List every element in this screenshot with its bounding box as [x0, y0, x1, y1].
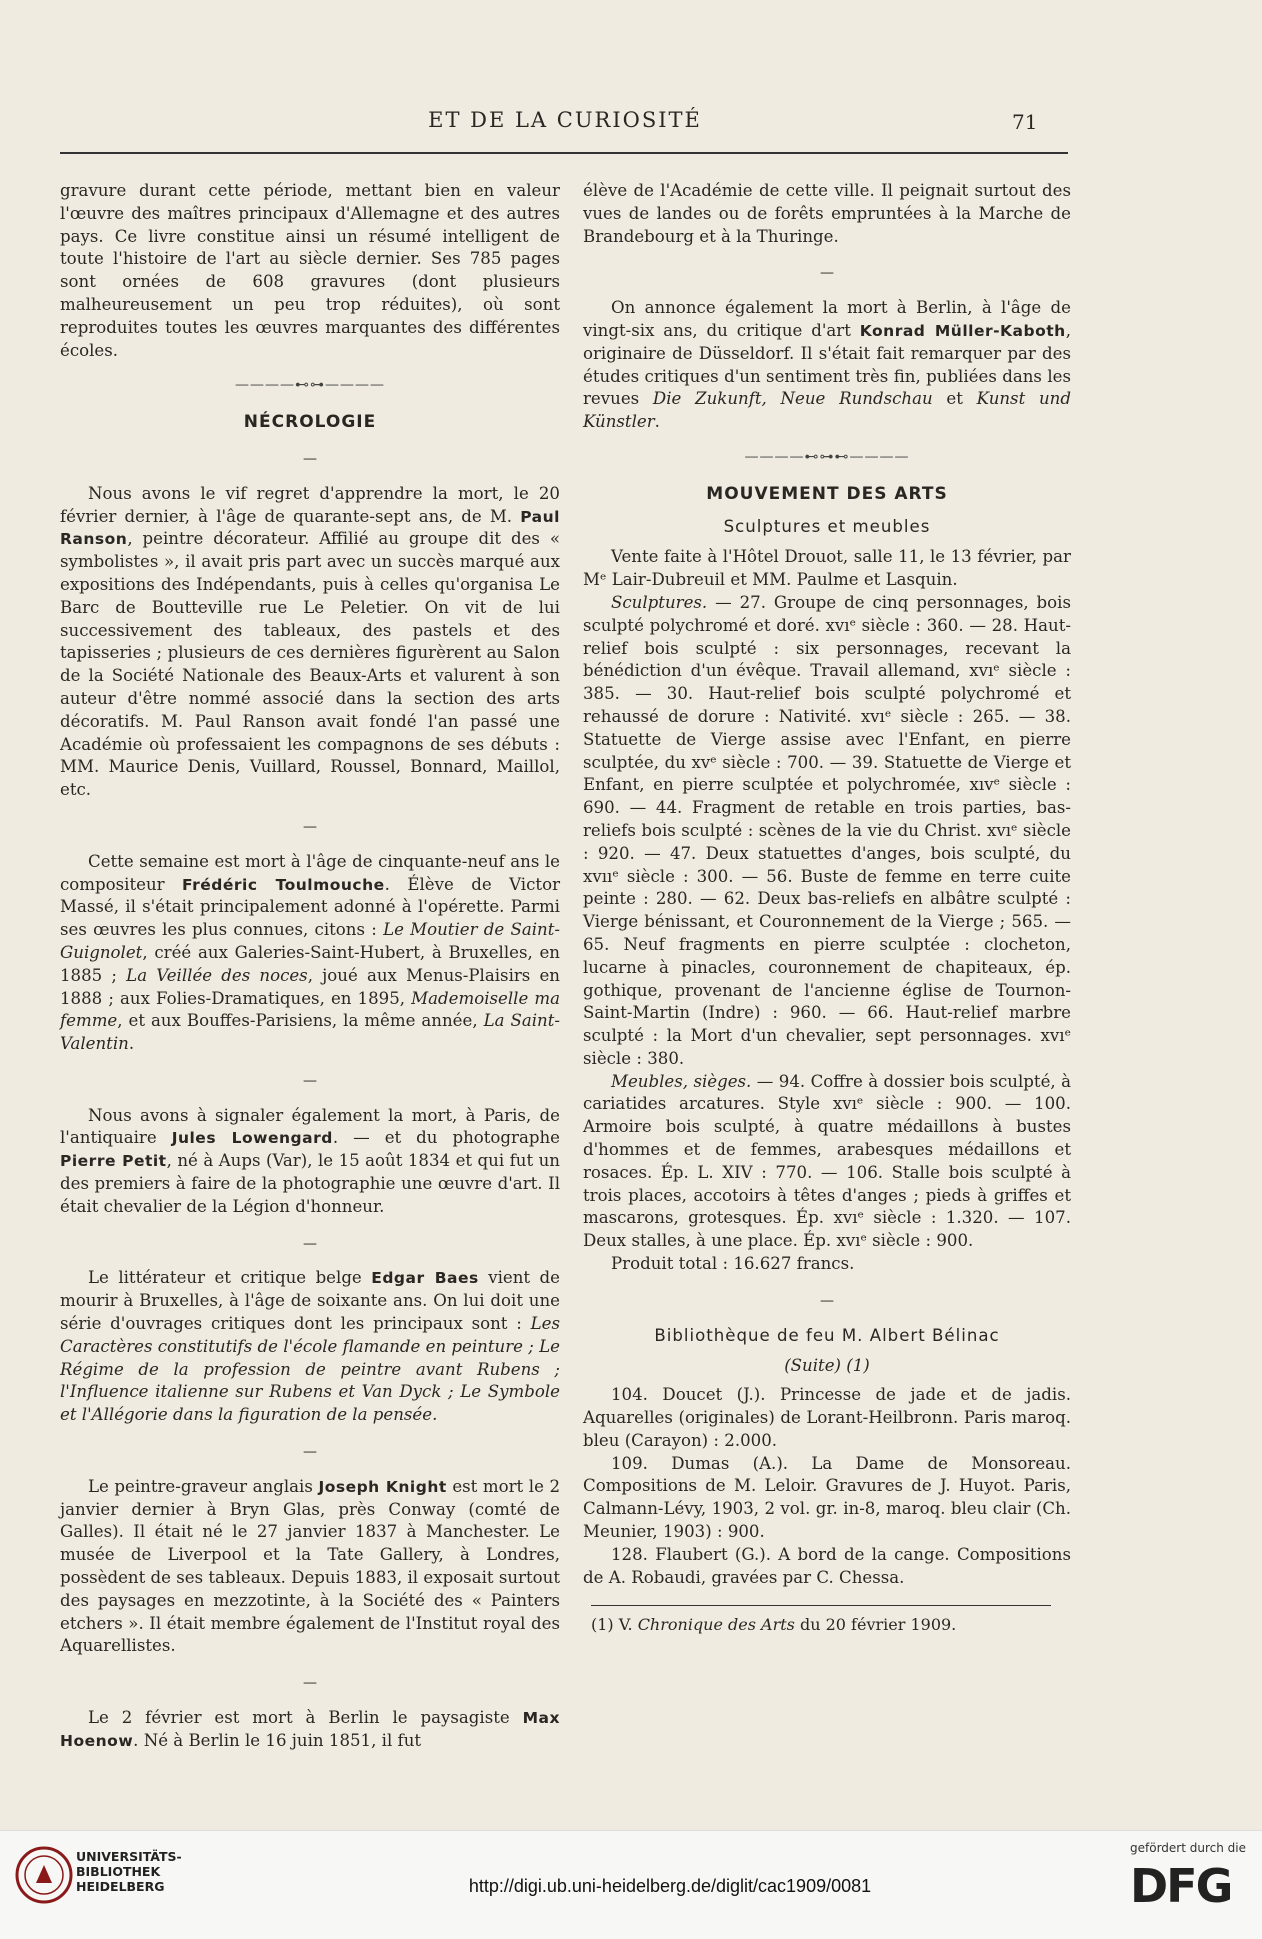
paragraph-toulmouche: Cette semaine est mort à l'âge de cinquante-neuf ans le compositeur Frédéric Toulmouche. Élève de Victor Massé, il s'était principalement adonné à l'opérette. Parmi ses œuvres les plus connues, citons : Le Moutier de Saint-Guignolet, créé aux Galeries-Saint-Hubert, à Bruxelles, en 1885 ; La Veillée des noces, joué aux Menus-Plaisirs en 1888 ; aux Folies-Dramatiques, en 1895, Mademoiselle ma femme, et aux Bouffes-Parisiens, la même année, La Saint-Valentin. [60, 851, 561, 1054]
dash-divider: — [303, 450, 317, 467]
digitization-footer [0, 1830, 1262, 1939]
university-library-name: UNIVERSITÄTS- BIBLIOTHEK HEIDELBERG [76, 1849, 182, 1894]
funded-by-label: gefördert durch die [1130, 1841, 1246, 1855]
source-url-link[interactable]: http://digi.ub.uni-heidelberg.de/diglit/cac1909/0081 [468, 1876, 872, 1896]
paragraph-hoenow-cont: élève de l'Académie de cette ville. Il peignait surtout des vues de landes ou de forêts empruntées à la Marche de Brandebourg et à la Thuringe. [583, 181, 1071, 246]
paragraph-total: Produit total : 16.627 francs. [611, 1254, 855, 1274]
dash-divider: — [303, 1235, 317, 1252]
dash-divider: — [303, 818, 317, 835]
paragraph-kaboth: On annonce également la mort à Berlin, à l'âge de vingt-six ans, du critique d'art Konrad Müller-Kaboth, originaire de Düsseldorf. Il s'était fait remarquer par des études critiques d'un sentiment très fin, publiées dans les revues Die Zukunft, Neue Rundschau et Kunst und Künstler. [583, 298, 1071, 432]
suite-note: (Suite) (1) [784, 1356, 870, 1376]
left-column [60, 180, 560, 1753]
section-title-necrologie: NÉCROLOGIE [243, 412, 377, 433]
dash-divider: — [303, 1444, 317, 1461]
paragraph-knight: Le peintre-graveur anglais Joseph Knight est mort le 2 janvier dernier à Bryn Glas, près Conway (comté de Galles). Il était né le 27 janvier 1837 à Manchester. Le musée de Liverpool et la Tate Gallery, à Londres, possèdent de ses tableaux. Depuis 1883, il exposait surtout des paysages en mezzotinte, à la Société des « Painters etchers ». Il était membre également de l'Institut royal des Aquarellistes. [60, 1476, 560, 1656]
paragraph-gravure: gravure durant cette période, mettant bien en valeur l'œuvre des maîtres principaux d'Allemagne et des autres pays. Ce livre constitue ainsi un résumé intelligent de toute l'histoire de l'art au siècle dernier. Ses 785 pages sont ornées de 608 gravures (dont plusieurs malheureusement un peu trop réduites), où sont reproduites toutes les œuvres marquantes des différentes écoles. [60, 181, 560, 360]
dfg-logo: DFG [1130, 1859, 1232, 1913]
university-seal-icon [14, 1845, 74, 1905]
ornament-divider: ————⊷⊶⊷———— [744, 448, 910, 465]
subsection-title-sculptures: Sculptures et meubles [723, 516, 931, 536]
dash-divider: — [303, 1675, 317, 1692]
paragraph-lowengard: Nous avons à signaler également la mort, à Paris, de l'antiquaire Jules Lowengard. — et du photographe Pierre Petit, né à Aups (Var), le 15 août 1834 et qui fut un des premiers à faire de la photographie une œuvre d'art. Il était chevalier de la Légion d'honneur. [60, 1105, 560, 1216]
footnote-rule [591, 1605, 1051, 1606]
entry-109: 109. Dumas (A.). La Dame de Monsoreau. Compositions de M. Leloir. Gravures de J. Huyot. Paris, Calmann-Lévy, 1903, 2 vol. gr. in-8, maroq. bleu clair (Ch. Meunier, 1903) : 900. [583, 1453, 1071, 1542]
paragraph-ranson: Nous avons le vif regret d'apprendre la mort, le 20 février dernier, à l'âge de quarante-sept ans, de M. Paul Ranson, peintre décorateur. Affilié au groupe dit des « symbolistes », il avait pris part avec un succès marqué aux expositions des Indépendants, puis à celles qu'organisa Le Barc de Boutteville rue Le Peletier. On vit de lui successivement des tableaux, des pastels et des tapisseries ; plusieurs de ces dernières figurèrent au Salon de la Société Nationale des Beaux-Arts et valurent à son auteur d'être nommé associé dans la section des arts décoratifs. M. Paul Ranson avait fondé l'an passé une Académie où professaient les compagnons de ses débuts : MM. Maurice Denis, Vuillard, Roussel, Bonnard, Maillol, etc. [60, 483, 560, 800]
entry-128: 128. Flaubert (G.). A bord de la cange. Compositions de A. Robaudi, gravées par C. Chessa. [583, 1544, 1071, 1587]
dash-divider: — [303, 1072, 317, 1089]
paragraph-sculptures: Sculptures. — 27. Groupe de cinq personnages, bois sculpté polychromé et doré. xvıᵉ siècle : 360. — 28. Haut-relief bois sculpté : six personnages, recevant la bénédiction d'un évêque. Travail allemand, xvıᵉ siècle : 385. — 30. Haut-relief bois sculpté polychromé et rehaussé de dorure : Nativité. xvıᵉ siècle : 265. — 38. Statuette de Vierge assise avec l'Enfant, en pierre sculptée, du xvᵉ siècle : 700. — 39. Statuette de Vierge et Enfant, en pierre sculptée et polychromée, xıvᵉ siècle : 690. — 44. Fragment de retable en trois parties, bas-reliefs bois sculpté : scènes de la vie du Christ. xvıᵉ siècle : 920. — 47. Deux statuettes d'anges, bois sculpté, du xvııᵉ siècle : 300. — 56. Buste de femme en terre cuite peinte : 280. — 62. Deux bas-reliefs en albâtre sculpté : Vierge bénissant, et Couronnement de la Vierge ; 565. — 65. Neuf fragments en pierre sculptée : clocheton, lucarne à pinacles, couronnement de chapiteaux, ép. gothique, provenant de l'ancienne église de Tournon-Saint-Martin (Indre) : 960. — 66. Haut-relief marbre sculpté : la Mort d'un chevalier, sept personnages. xvıᵉ siècle : 380. [583, 592, 1071, 1068]
running-title: ET DE LA CURIOSITÉ [428, 108, 702, 132]
section-title-mouvement: MOUVEMENT DES ARTS [706, 483, 948, 504]
footnote: (1) V. Chronique des Arts du 20 février 1909. [591, 1615, 957, 1635]
header-rule [60, 152, 1068, 154]
ornament-divider: ————⊷⊶———— [235, 377, 385, 394]
paragraph-vente: Vente faite à l'Hôtel Drouot, salle 11, le 13 février, par Mᵉ Lair-Dubreuil et MM. Paulme et Lasquin. [583, 547, 1071, 590]
paragraph-baes: Le littérateur et critique belge Edgar Baes vient de mourir à Bruxelles, à l'âge de soixante ans. On lui doit une série d'ouvrages critiques dont les principaux sont : Les Caractères constitutifs de l'école flamande en peinture ; Le Régime de la profession de peintre avant Rubens ; l'Influence italienne sur Rubens et Van Dyck ; Le Symbole et l'Allégorie dans la figuration de la pensée. [60, 1268, 560, 1425]
paragraph-meubles: Meubles, sièges. — 94. Coffre à dossier bois sculpté, à cariatides arcatures. Style xvıᵉ siècle : 900. — 100. Armoire bois sculpté, à quatre médaillons à bustes d'hommes et de femmes, arabesques médaillons et rosaces. Ép. L. XIV : 770. — 106. Stalle bois sculpté à trois places, accotoirs à têtes d'anges ; pieds à griffes et mascarons, grotesques. Ép. xvıᵉ siècle : 1.320. — 107. Deux stalles, à une place. Ép. xvıᵉ siècle : 900. [583, 1071, 1071, 1251]
dash-divider: — [820, 265, 834, 282]
page-number: 71 [1012, 110, 1038, 134]
subsection-title-bibliotheque: Bibliothèque de feu M. Albert Bélinac [654, 1325, 1000, 1345]
entry-104: 104. Doucet (J.). Princesse de jade et de jadis. Aquarelles (originales) de Lorant-Heilbronn. Paris maroq. bleu (Carayon) : 2.000. [583, 1385, 1071, 1450]
right-column [583, 180, 1071, 1637]
paragraph-hoenow: Le 2 février est mort à Berlin le paysagiste Max Hoenow. Né à Berlin le 16 juin 1851, il fut [60, 1708, 560, 1750]
dash-divider: — [820, 1292, 834, 1309]
